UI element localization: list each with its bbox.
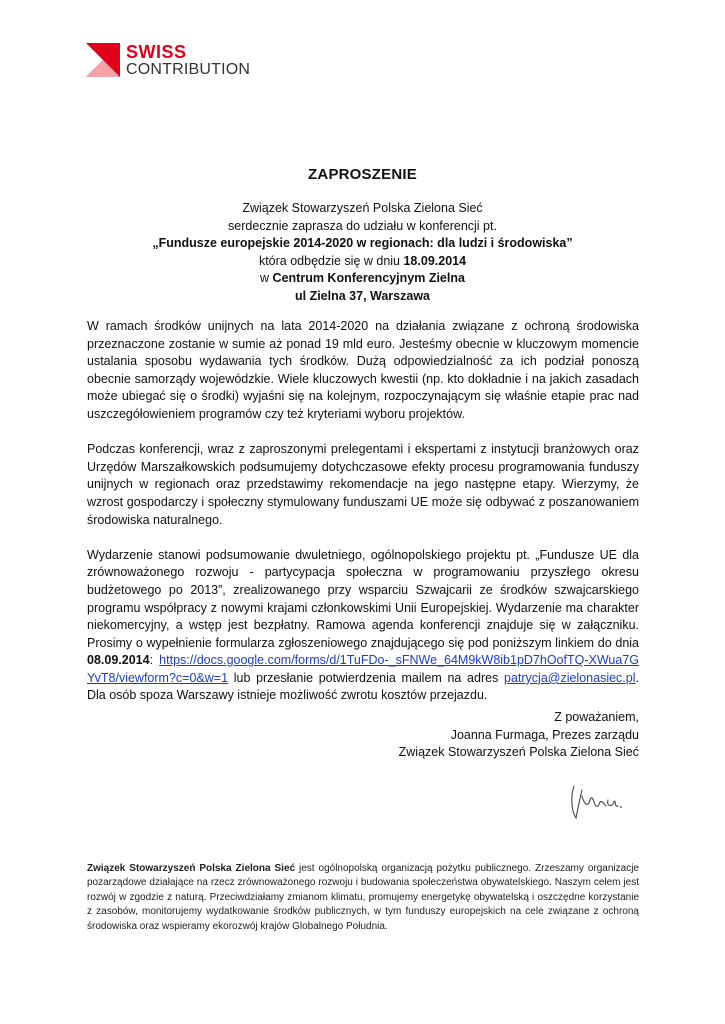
logo-line1: SWISS — [126, 41, 187, 62]
swiss-cross-icon — [86, 43, 120, 77]
paragraph-3-text2: lub przesłanie potwierdzenia mailem na adres — [228, 670, 504, 685]
footer-text: jest ogólnopolską organizacją pożytku publicznego. Zrzeszamy organizacje pozarządowe działające na rzecz zrównoważonego rozwoju i budowania społeczeństwa obywatelskiego. Naszym celem jest rozwój w zgodzie z naturą. Przeciwdziałamy zmianom klimatu, promujemy energetykę obywatelską i oszczędne korzystanie z zasobów, monitorujemy wydatkowanie środków publicznych, w tym funduszy europejskich na cele związane z ochroną środowiska oraz wspieramy ekorozwój krajów Globalnego Południa. — [87, 863, 639, 932]
signatory-name: Joanna Furmaga, Prezes zarządu — [450, 727, 639, 742]
registration-form-link[interactable]: https://docs.google.com/forms/d/1TuFDo-_sFNWe_64M9kW8ib1pD7hOofTQ-XWua7GYvT8/viewform?c=0&w=1 — [87, 653, 639, 685]
conference-venue-line — [0, 270, 725, 288]
colon: : — [149, 653, 160, 668]
venue-prefix: w — [260, 271, 273, 285]
handwritten-signature — [560, 778, 630, 824]
page-title: ZAPROSZENIE — [308, 166, 417, 183]
closing: Z poważaniem, — [554, 710, 639, 724]
paragraph-3-text3: . Dla osób spoza Warszawy istnieje możliwość zwrotu kosztów przejazdu. — [87, 670, 639, 703]
paragraph-1: W ramach środków unijnych na lata 2014-2020 na działania związane z ochroną środowiska przeznaczone zostanie w sumie aż ponad 19 mld euro. Jesteśmy obecnie w kluczowym momencie ustalania sposobu wydawania tych środków. Dużą odpowiedzialność za ich podział ponoszą obecnie samorządy wojewódzkie. Wiele kluczowych kwestii (np. kto dokładnie i na jakich zasadach może ubiegać się o środki) wyjaśni się na kolejnym, rozpoczynającym się właśnie etapie prac nad uszczegółowieniem programów czy też kryteriami wyboru projektów. — [87, 319, 639, 421]
conference-title: „Fundusze europejskie 2014-2020 w regionach: dla ludzi i środowiska” — [152, 236, 573, 250]
signature-block — [399, 709, 639, 762]
conference-date-line — [0, 253, 725, 271]
logo-line2: CONTRIBUTION — [126, 60, 251, 78]
paragraph-3 — [87, 547, 639, 705]
swiss-contribution-logo — [86, 42, 250, 78]
conference-date: 18.09.2014 — [403, 253, 467, 268]
paragraph-2: Podczas konferencji, wraz z zaproszonymi prelegentami i ekspertami z instytucji branżowych oraz Urzędów Marszałkowskich podsumujemy dotychczasowe efekty procesu programowania funduszy unijnych w regionach oraz przedstawimy rekomendacje na jego następne etapy. Wierzymy, że wzrost gospodarczy i społeczny stymulowany funduszami UE może się odbywać z poszanowaniem środowiska naturalnego. — [87, 442, 639, 527]
conference-venue: Centrum Konferencyjnym Zielna — [272, 271, 465, 285]
contact-email-link[interactable]: patrycja@zielonasiec.pl — [504, 670, 636, 685]
invitation-intro — [0, 200, 725, 305]
conference-address: ul Zielna 37, Warszawa — [294, 288, 430, 303]
intro-organizer: Związek Stowarzyszeń Polska Zielona Sieć — [242, 201, 483, 215]
footer-about — [87, 862, 639, 934]
letter-body — [87, 318, 639, 723]
signatory-org: Związek Stowarzyszeń Polska Zielona Sieć — [398, 745, 639, 760]
footer-org-name: Związek Stowarzyszeń Polska Zielona Sieć — [87, 863, 296, 874]
intro-invite-text: serdecznie zaprasza do udziału w konferencji pt. — [228, 218, 497, 233]
date-prefix: która odbędzie się w dniu — [258, 253, 404, 268]
registration-deadline: 08.09.2014 — [87, 653, 150, 668]
paragraph-3-text1: Wydarzenie stanowi podsumowanie dwuletniego, ogólnopolskiego projektu pt. „Fundusze UE dla zrównoważonego rozwoju - partycypacja społeczna w programowaniu przyszłego okresu budżetowego po 2013”, zrealizowanego przy wsparciu Szwajcarii ze środków szwajcarskiego programu współpracy z nowymi krajami członkowskimi Unii Europejskiej. Wydarzenie ma charakter niekomercyjny, a wstęp jest bezpłatny. Ramowa agenda konferencji znajduje się w załączniku. Prosimy o wypełnienie formularza zgłoszeniowego znajdującego się pod poniższym linkiem do dnia — [87, 547, 639, 650]
